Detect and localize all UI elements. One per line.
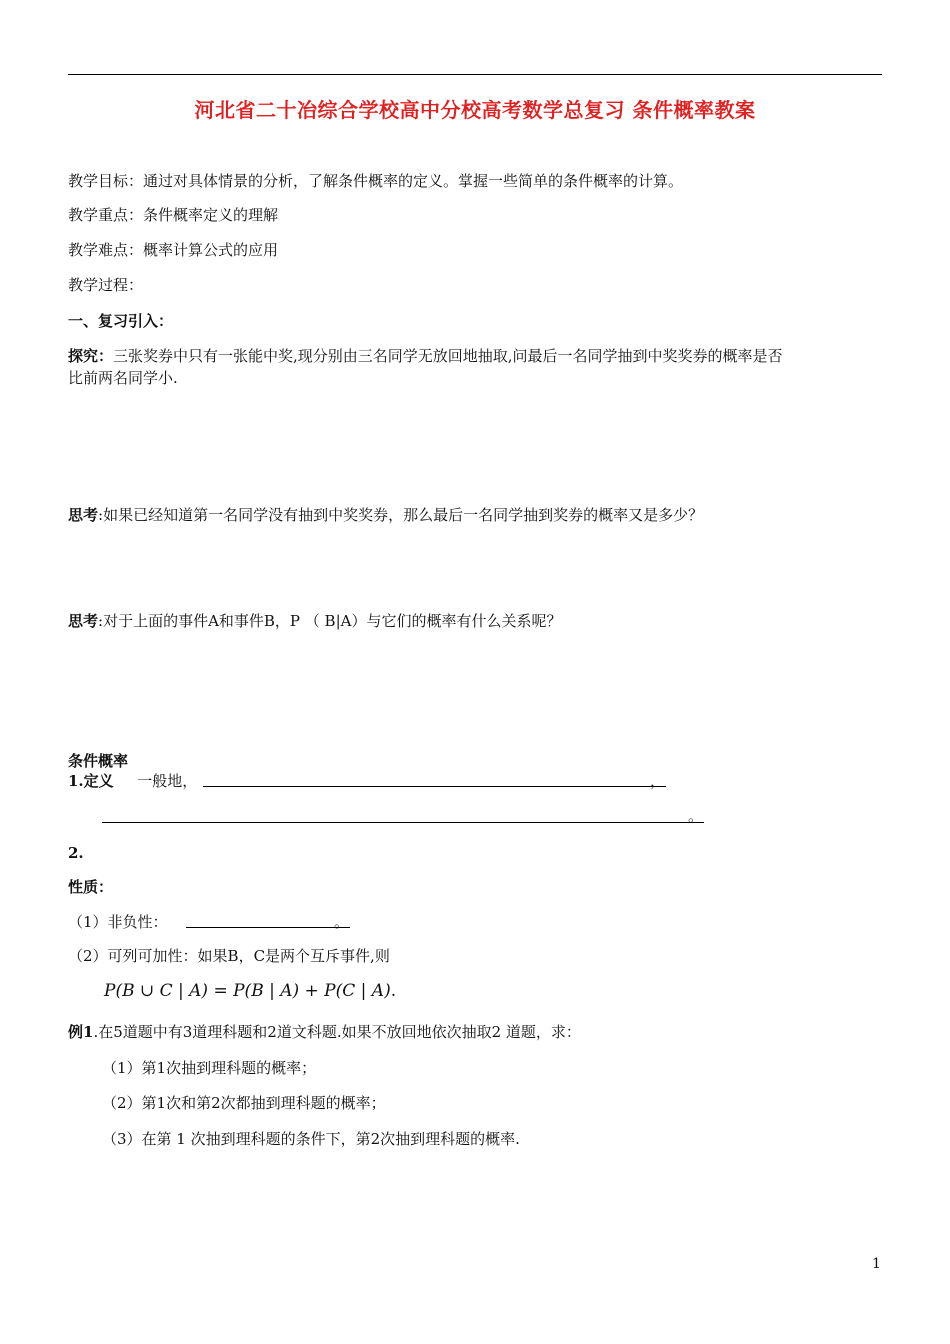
teaching-key-point: 教学重点：条件概率定义的理解	[68, 206, 279, 224]
definition-blank-2	[102, 822, 704, 823]
formula-text: P(B ∪ C | A) = P(B | A) + P(C | A)	[104, 981, 391, 1001]
explore-label: 探究：	[68, 347, 114, 365]
explore-paragraph-line1	[68, 346, 783, 366]
teaching-process: 教学过程：	[68, 276, 144, 294]
section-review-heading: 一、复习引入：	[68, 312, 174, 330]
document-title: 河北省二十冶综合学校高中分校高考数学总复习 条件概率教案	[194, 98, 756, 122]
additivity-formula	[104, 981, 396, 1001]
property-1-end: 。	[334, 913, 350, 931]
think-label-1: 思考	[68, 506, 99, 524]
definition-text: 一般地，	[137, 772, 198, 790]
property-2: （2）可列可加性：如果B，C是两个互斥事件,则	[68, 947, 390, 965]
teaching-objective: 教学目标：通过对具体情景的分析，了解条件概率的定义。掌握一些简单的条件概率的计算。	[68, 172, 684, 190]
think-label-2: 思考	[68, 612, 99, 630]
think-question-1	[68, 505, 703, 525]
definition-comma: ，	[650, 772, 666, 790]
property-1-blank	[186, 927, 350, 928]
think-text-1: :如果已经知道第一名同学没有抽到中奖奖券，那么最后一名同学抽到奖券的概率又是多少？	[98, 506, 704, 524]
header-rule	[68, 74, 882, 75]
definition-line	[68, 771, 197, 791]
definition-label: 1.定义	[68, 772, 114, 790]
example-label: 例1	[68, 1023, 94, 1041]
example-question-1: （1）第1次抽到理科题的概率；	[102, 1059, 317, 1077]
formula-end: .	[390, 981, 397, 1001]
property-1: （1）非负性：	[68, 913, 168, 931]
teaching-difficulty: 教学难点：概率计算公式的应用	[68, 241, 279, 259]
item-2: 2.	[68, 844, 84, 862]
example-question-3: （3）在第 1 次抽到理科题的条件下，第2次抽到理科题的概率.	[102, 1130, 520, 1148]
example-text: .在5道题中有3道理科题和2道文科题.如果不放回地依次抽取2 道题，求：	[93, 1023, 581, 1041]
conditional-probability-heading: 条件概率	[68, 752, 129, 770]
definition-end: 。	[688, 807, 704, 825]
page-number: 1	[872, 1256, 881, 1272]
explore-text-2: 比前两名同学小.	[68, 369, 178, 387]
explore-text-1: 三张奖券中只有一张能中奖,现分别由三名同学无放回地抽取,问最后一名同学抽到中奖奖券的概率是否	[113, 347, 783, 365]
definition-blank-1	[203, 786, 666, 787]
think-text-2: :对于上面的事件A和事件B，P （ B|A）与它们的概率有什么关系呢？	[98, 612, 562, 630]
property-heading: 性质：	[68, 878, 114, 896]
example-question-2: （2）第1次和第2次都抽到理科题的概率；	[102, 1094, 386, 1112]
example-1	[68, 1022, 581, 1042]
think-question-2	[68, 611, 561, 631]
